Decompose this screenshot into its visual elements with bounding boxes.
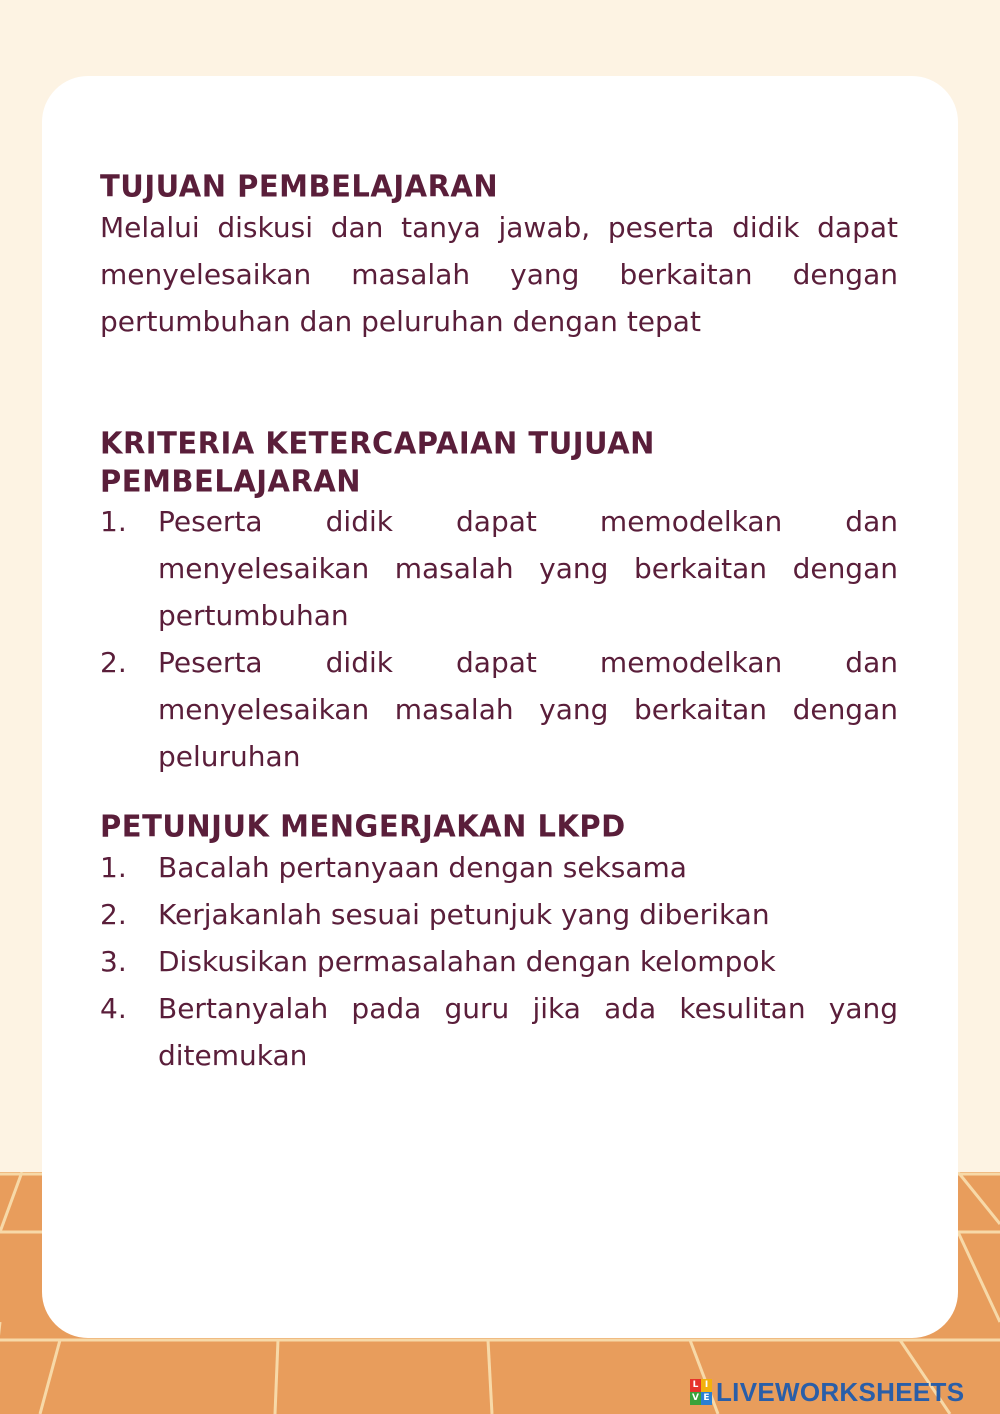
list-item-text: Bertanyalah pada guru jika ada kesulitan yang ditemukan [158, 992, 898, 1072]
list-item-number: 4. [100, 992, 127, 1025]
list-kriteria [100, 498, 898, 780]
mark-letter: L [690, 1379, 701, 1392]
liveworksheets-mark-icon [690, 1379, 712, 1405]
list-item-text: Kerjakanlah sesuai petunjuk yang diberikan [158, 898, 770, 931]
content-card [42, 76, 958, 1338]
list-item-number: 1. [100, 505, 127, 538]
list-item [100, 985, 898, 1079]
list-item [100, 844, 898, 891]
list-item [100, 498, 898, 639]
list-item [100, 938, 898, 985]
list-item [100, 891, 898, 938]
mark-letter: V [690, 1392, 701, 1405]
list-item-number: 3. [100, 945, 127, 978]
list-item-number: 2. [100, 646, 127, 679]
mark-letter: I [701, 1379, 712, 1392]
section-petunjuk [100, 808, 898, 1079]
list-item-number: 2. [100, 898, 127, 931]
list-petunjuk [100, 844, 898, 1079]
brand-name: LIVEWORKSHEETS [716, 1376, 965, 1407]
list-item-number: 1. [100, 851, 127, 884]
text-tujuan: Melalui diskusi dan tanya jawab, peserta didik dapat menyelesaikan masalah yang berkaitan dengan pertumbuhan dan peluruhan dengan tepat [100, 211, 898, 338]
mark-letter: E [701, 1392, 712, 1405]
list-item-text: Peserta didik dapat memodelkan dan menyelesaikan masalah yang berkaitan dengan peluruhan [158, 646, 898, 773]
heading-petunjuk: PETUNJUK MENGERJAKAN LKPD [100, 808, 626, 844]
list-item-text: Bacalah pertanyaan dengan seksama [158, 851, 687, 884]
heading-tujuan: TUJUAN PEMBELAJARAN [100, 168, 499, 204]
section-kriteria [100, 426, 898, 780]
list-item [100, 639, 898, 780]
list-item-text: Peserta didik dapat memodelkan dan menyelesaikan masalah yang berkaitan dengan pertumbuhan [158, 505, 898, 632]
liveworksheets-logo[interactable] [690, 1374, 964, 1410]
heading-kriteria: KRITERIA KETERCAPAIAN TUJUAN PEMBELAJARAN [100, 425, 655, 499]
section-tujuan [100, 168, 898, 345]
list-item-text: Diskusikan permasalahan dengan kelompok [158, 945, 776, 978]
